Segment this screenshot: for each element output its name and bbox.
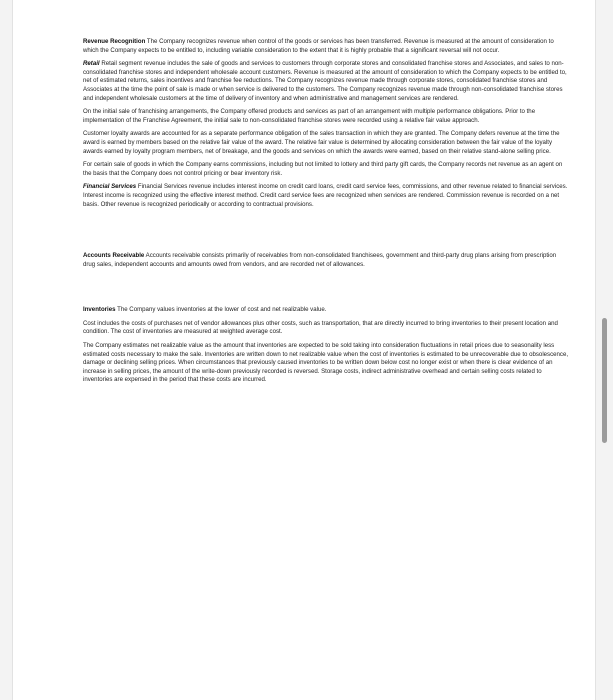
- accounts-receivable-heading: Accounts Receivable: [83, 252, 145, 260]
- retail-paragraph: [83, 60, 569, 103]
- section-spacer: [83, 214, 569, 252]
- revenue-recognition-heading: Revenue Recognition: [83, 38, 146, 45]
- inventories-paragraph: [83, 306, 569, 315]
- accounts-receivable-text: Accounts receivable consists primarily of receivables from non-consolidated franchisees, government and third-party drug plans arising from prescription drug sales, independent accounts and amounts owed from vendors, and are recorded net of allowances.: [83, 252, 557, 268]
- inventories-heading: Inventories: [83, 306, 116, 314]
- net-realizable-paragraph: The Company estimates net realizable value as the amount that inventories are expected to be sold taking into consideration fluctuations in retail prices due to seasonality less estimated costs necessary to make the sale. Inventories are written down to net realizable value when the cost of inventories is estimated to be unrecoverable due to obsolescence, damage or declining selling prices. When circumstances that previously caused inventories to be written down below cost no longer exist or when there is clear evidence of an increase in selling prices, the amount of the write-down previously recorded is reversed. Storage costs, indirect administrative overhead and certain selling costs related to inventories are expensed in the period that these costs are incurred.: [83, 342, 569, 384]
- scrollbar-thumb[interactable]: [602, 318, 607, 443]
- retail-heading: Retail: [83, 60, 100, 68]
- commissions-paragraph: For certain sale of goods in which the Company earns commissions, including but not limited to lottery and third party gift cards, the Company records net revenue as an agent on the basis that the Company does not control pricing or bear inventory risk.: [83, 161, 563, 177]
- accounts-receivable-paragraph: [83, 252, 569, 269]
- franchising-paragraph: On the initial sale of franchising arrangements, the Company offered products and services as part of an arrangement with multiple performance obligations. Prior to the implementation of the Franchise Agreement, the initial sale to non-consolidated franchise stores were recorded using a relative fair value approach.: [83, 108, 536, 124]
- loyalty-paragraph: Customer loyalty awards are accounted for as a separate performance obligation of the sales transaction in which they are granted. The Company defers revenue at the time the award is earned by members based on the relative fair value of the award. The relative fair value is determined by allocating consideration between the fair value of the loyalty awards earned by loyalty program members, net of breakage, and the goods and services on which the awards were earned, based on their relative stand-alone selling price.: [83, 130, 560, 155]
- document-page: [12, 0, 596, 700]
- retail-text: Retail segment revenue includes the sale of goods and services to customers through corporate stores and consolidated franchise stores and Associates, and sales to non-consolidated franchise stores and independent wholesale account customers. Revenue is measured at the amount of consideration to which the Company expects to be entitled to, net of estimated returns, sales incentives and franchise fee reductions. The Company recognizes revenue made through corporate stores, consolidated franchise stores and Associates at the time the point of sale is made or when service is delivered to the customers. The Company recognizes revenue made through non-consolidated franchise stores and independent wholesale customers at the time of delivery of inventory and when administrative and management services are rendered.: [83, 60, 567, 102]
- financial-services-paragraph: [83, 183, 569, 209]
- financial-services-text: Financial Services revenue includes interest income on credit card loans, credit card service fees, commissions, and other revenue related to financial services. Interest income is recognized using the effective interest method. Credit card service fees are recognized when services are rendered. Commission revenue is recorded on a net basis. Other revenue is recognized periodically or according to contractual provisions.: [83, 183, 568, 208]
- financial-services-heading: Financial Services: [83, 183, 137, 191]
- revenue-recognition-paragraph: [83, 38, 569, 55]
- revenue-recognition-text: The Company recognizes revenue when control of the goods or services has been transferred. Revenue is measured at the amount of consideration to which the Company expects to be entitled to, including variable consideration to the extent that it is highly probable that a significant reversal will not occur.: [83, 38, 554, 54]
- inventories-text: The Company values inventories at the lower of cost and net realizable value.: [117, 306, 327, 314]
- document-content: [83, 38, 569, 390]
- section-spacer: [83, 274, 569, 306]
- inventory-cost-paragraph: Cost includes the costs of purchases net of vendor allowances plus other costs, such as transportation, that are directly incurred to bring inventories to their present location and condition. The cost of inventories are measured at weighted average cost.: [83, 319, 558, 336]
